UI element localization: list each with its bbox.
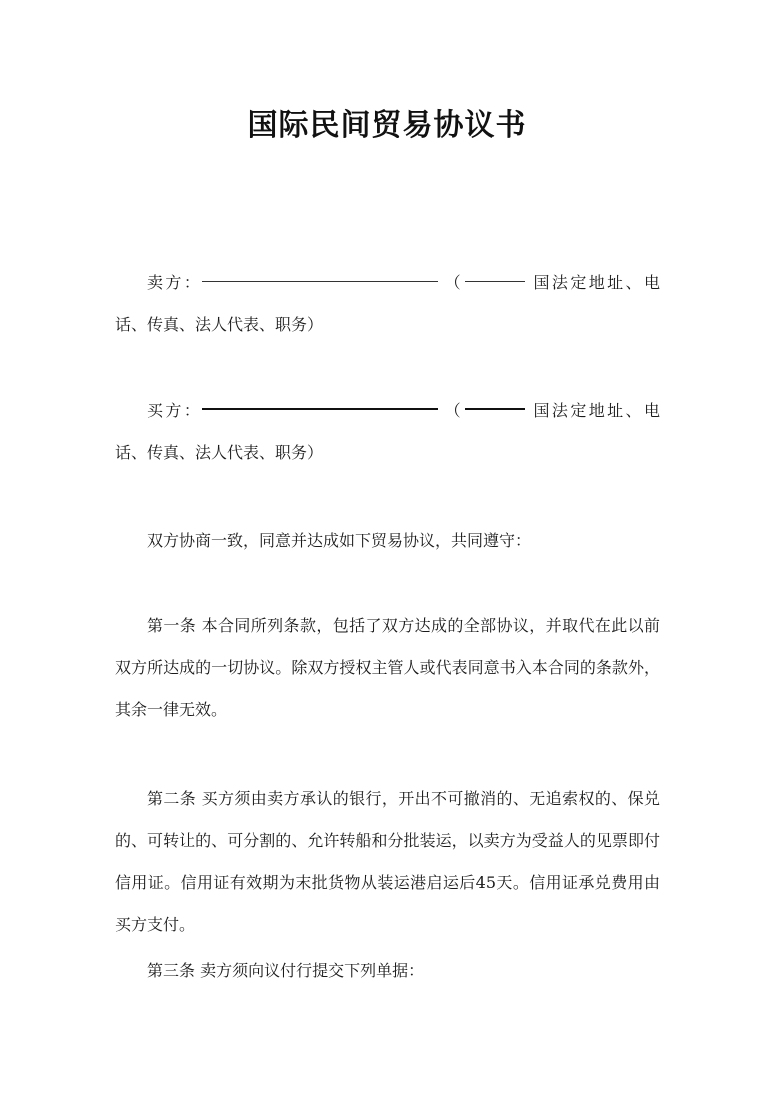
article-1 bbox=[115, 605, 660, 731]
intro-paragraph bbox=[115, 520, 660, 562]
article-3-heading: 第三条 bbox=[147, 961, 196, 980]
buyer-label: 买方： bbox=[147, 401, 203, 420]
article-2-text: 买方须由卖方承认的银行，开出不可撤消的、无追索权的、保兑的、可转让的、可分割的、允许转船和分批装运，以卖方为受益人的见票即付信用证。信用证有效期为末批货物从装运港启运后45天。信用证承兑费用由买方支付。 bbox=[115, 789, 660, 934]
seller-paragraph bbox=[115, 262, 660, 346]
seller-name-blank[interactable] bbox=[202, 280, 438, 282]
seller-note: 国法定地址、电话、传真、法人代表、职务） bbox=[115, 273, 660, 334]
page-title: 国际民间贸易协议书 bbox=[247, 108, 527, 143]
seller-country-blank[interactable] bbox=[465, 280, 525, 282]
article-1-text: 本合同所列条款，包括了双方达成的全部协议，并取代在此以前双方所达成的一切协议。除双方授权主管人或代表同意书入本合同的条款外，其余一律无效。 bbox=[115, 616, 660, 719]
article-2 bbox=[115, 778, 660, 946]
buyer-name-blank[interactable] bbox=[202, 407, 438, 410]
buyer-note: 国法定地址、电话、传真、法人代表、职务） bbox=[115, 401, 660, 462]
seller-paren-open: （ bbox=[442, 273, 464, 292]
buyer-paren-open: （ bbox=[442, 401, 464, 420]
article-3-text: 卖方须向议付行提交下列单据： bbox=[200, 961, 425, 980]
intro-text: 双方协商一致，同意并达成如下贸易协议，共同遵守： bbox=[147, 531, 532, 550]
buyer-country-blank[interactable] bbox=[465, 407, 525, 410]
article-3 bbox=[115, 950, 660, 992]
article-1-heading: 第一条 bbox=[147, 616, 197, 635]
article-2-heading: 第二条 bbox=[147, 789, 197, 808]
seller-label: 卖方： bbox=[147, 273, 203, 292]
buyer-paragraph bbox=[115, 390, 660, 474]
